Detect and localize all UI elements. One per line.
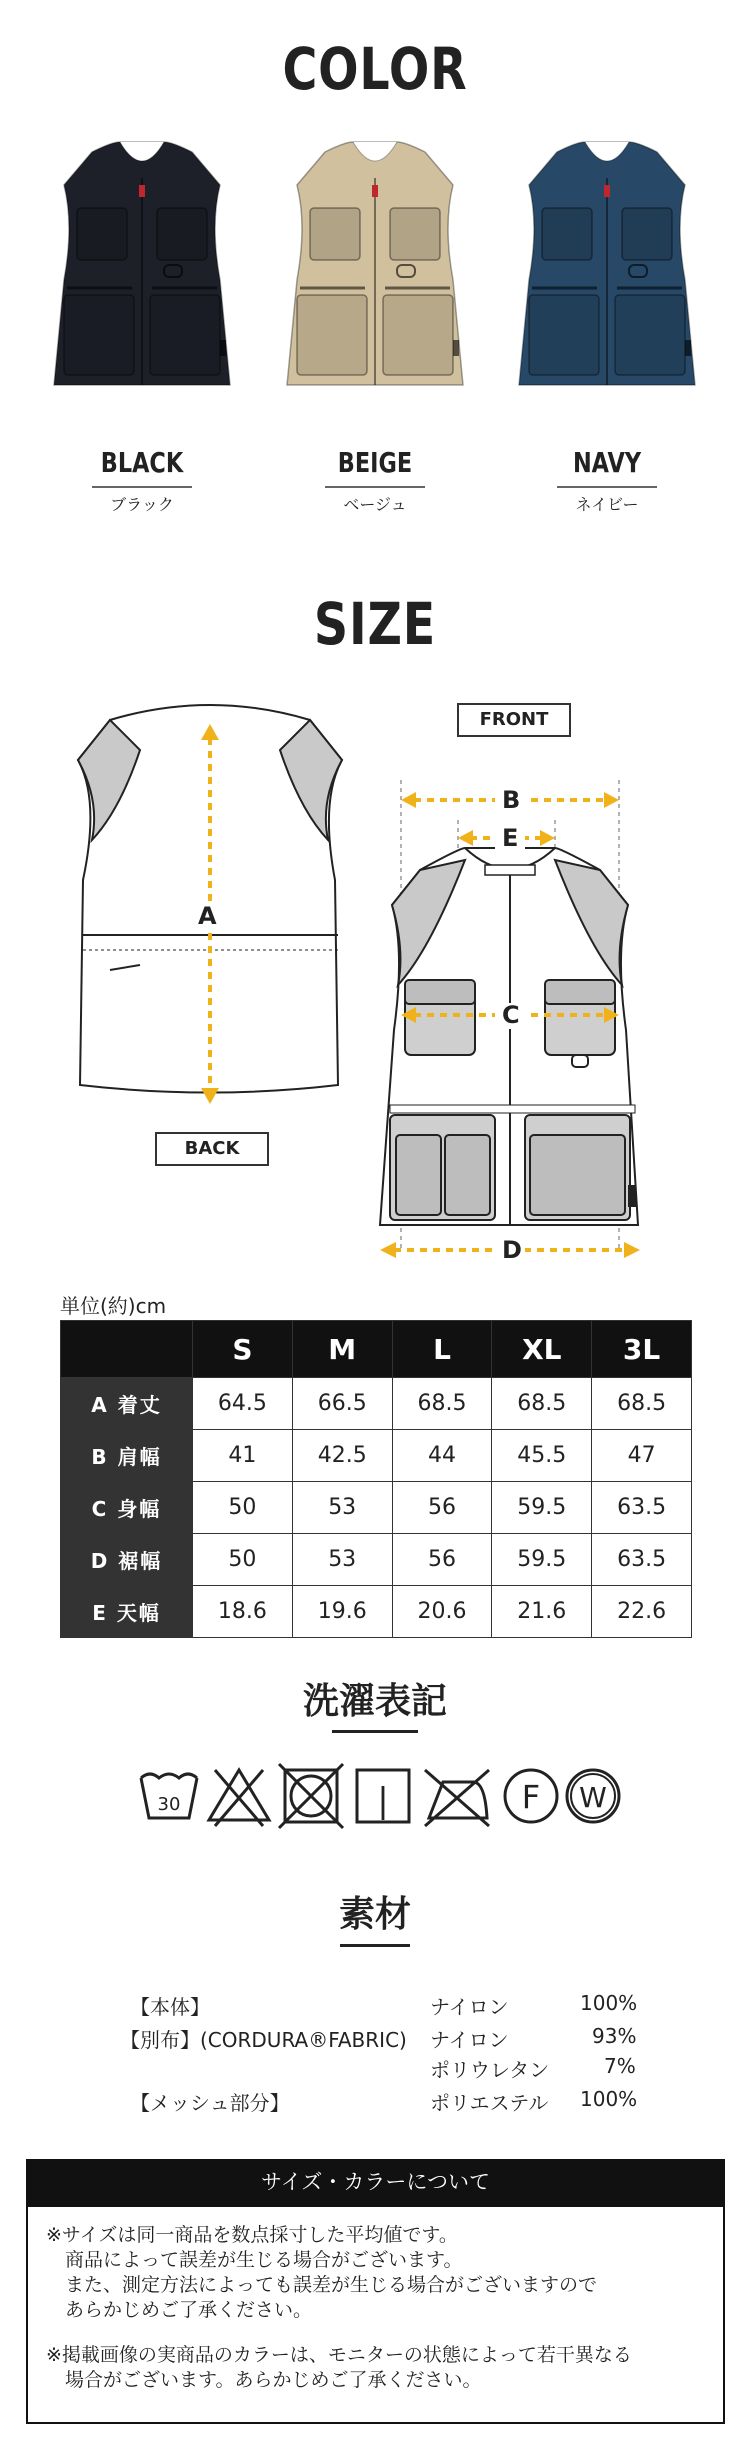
column-header: S (193, 1321, 293, 1378)
column-header: XL (492, 1321, 592, 1378)
table-cell: 19.6 (292, 1586, 392, 1638)
dim-d-label: D (502, 1236, 522, 1264)
table-cell: 45.5 (492, 1430, 592, 1482)
column-header: L (392, 1321, 492, 1378)
table-cell: 56 (392, 1482, 492, 1534)
table-cell: 22.6 (592, 1586, 692, 1638)
color-kana-black: ブラック (110, 495, 174, 514)
vest-black-image (52, 140, 232, 395)
table-cell: 50 (193, 1534, 293, 1586)
svg-text:W: W (579, 1781, 607, 1814)
color-name-beige: BEIGE (337, 446, 413, 479)
size-table (60, 1320, 692, 1638)
divider (92, 486, 192, 488)
dry-clean-f-icon (505, 1770, 557, 1822)
line-dry-mark: | (377, 1781, 389, 1821)
notice-title: サイズ・カラーについて (26, 2159, 725, 2205)
notice-line: ※サイズは同一商品を数点採寸した平均値です。 (46, 2224, 458, 2246)
table-row (61, 1534, 692, 1586)
material-fabric: ナイロン (430, 1995, 509, 2019)
size-heading: SIZE (313, 590, 437, 658)
table-cell: 53 (292, 1482, 392, 1534)
color-name-navy: NAVY (572, 446, 642, 479)
color-kana-navy: ネイビー (575, 495, 639, 514)
dim-c-label: C (502, 1001, 520, 1029)
table-row (61, 1482, 692, 1534)
table-cell: 66.5 (292, 1378, 392, 1430)
table-cell: 53 (292, 1534, 392, 1586)
table-corner (61, 1321, 193, 1378)
material-fabric: ポリエステル (430, 2091, 549, 2115)
divider (340, 1944, 410, 1947)
table-cell: 47 (592, 1430, 692, 1482)
table-cell: 68.5 (592, 1378, 692, 1430)
care-icons-row (135, 1760, 625, 1830)
notice-line: 商品によって誤差が生じる場合がございます。 (46, 2249, 463, 2271)
material-pct: 100% (580, 2087, 638, 2111)
wet-clean-w-icon (567, 1770, 619, 1822)
row-label: B 肩幅 (61, 1430, 193, 1482)
unit-label: 単位(約)cm (60, 1294, 167, 1318)
table-cell: 56 (392, 1534, 492, 1586)
table-header-row (61, 1321, 692, 1378)
back-label: BACK (155, 1132, 269, 1166)
material-part: 【本体】 (130, 1995, 210, 2019)
table-row (61, 1430, 692, 1482)
column-header: 3L (592, 1321, 692, 1378)
table-cell: 64.5 (193, 1378, 293, 1430)
no-tumble-dry-icon (279, 1764, 343, 1828)
vest-beige-image (285, 140, 465, 395)
table-cell: 59.5 (492, 1534, 592, 1586)
material-part: 【別布】(CORDURA®FABRIC) (120, 2028, 407, 2052)
dim-b-label: B (502, 786, 521, 814)
notice-line: 場合がございます。あらかじめご了承ください。 (46, 2369, 482, 2391)
table-row (61, 1586, 692, 1638)
dim-a-label: A (198, 902, 217, 930)
table-cell: 21.6 (492, 1586, 592, 1638)
material-part: 【メッシュ部分】 (130, 2091, 290, 2115)
table-cell: 41 (193, 1430, 293, 1482)
column-header: M (292, 1321, 392, 1378)
color-name-black: BLACK (100, 446, 184, 479)
notice-line: ※掲載画像の実商品のカラーは、モニターの状態によって若干異なる (46, 2344, 632, 2366)
table-cell: 63.5 (592, 1534, 692, 1586)
front-label: FRONT (457, 703, 571, 737)
dim-e-label: E (502, 824, 519, 852)
care-heading: 洗濯表記 (302, 1681, 447, 1722)
material-fabric: ナイロン (430, 2028, 509, 2052)
table-cell: 68.5 (392, 1378, 492, 1430)
notice-line: あらかじめご了承ください。 (46, 2299, 313, 2321)
color-heading: COLOR (282, 35, 468, 103)
table-cell: 68.5 (492, 1378, 592, 1430)
table-cell: 59.5 (492, 1482, 592, 1534)
row-label: A 着丈 (61, 1378, 193, 1430)
row-label: E 天幅 (61, 1586, 193, 1638)
material-fabric: ポリウレタン (430, 2058, 550, 2082)
wash-30-icon (141, 1774, 197, 1818)
no-bleach-icon (209, 1770, 269, 1826)
line-dry-icon (357, 1770, 409, 1822)
divider (332, 1730, 418, 1733)
table-cell: 44 (392, 1430, 492, 1482)
material-heading: 素材 (338, 1894, 411, 1935)
row-label: D 裾幅 (61, 1534, 193, 1586)
notice-line: また、測定方法によっても誤差が生じる場合がございますので (46, 2274, 598, 2296)
divider (557, 486, 657, 488)
divider (325, 486, 425, 488)
svg-text:F: F (521, 1778, 541, 1816)
material-pct: 7% (604, 2054, 636, 2078)
table-cell: 20.6 (392, 1586, 492, 1638)
table-row (61, 1378, 692, 1430)
material-pct: 100% (580, 1991, 638, 2015)
table-cell: 63.5 (592, 1482, 692, 1534)
wash-temp: 30 (157, 1794, 181, 1815)
vest-navy-image (517, 140, 697, 395)
material-pct: 93% (592, 2024, 637, 2048)
table-cell: 42.5 (292, 1430, 392, 1482)
no-iron-icon (425, 1770, 489, 1826)
table-cell: 18.6 (193, 1586, 293, 1638)
row-label: C 身幅 (61, 1482, 193, 1534)
table-cell: 50 (193, 1482, 293, 1534)
color-kana-beige: ベージュ (343, 495, 407, 514)
